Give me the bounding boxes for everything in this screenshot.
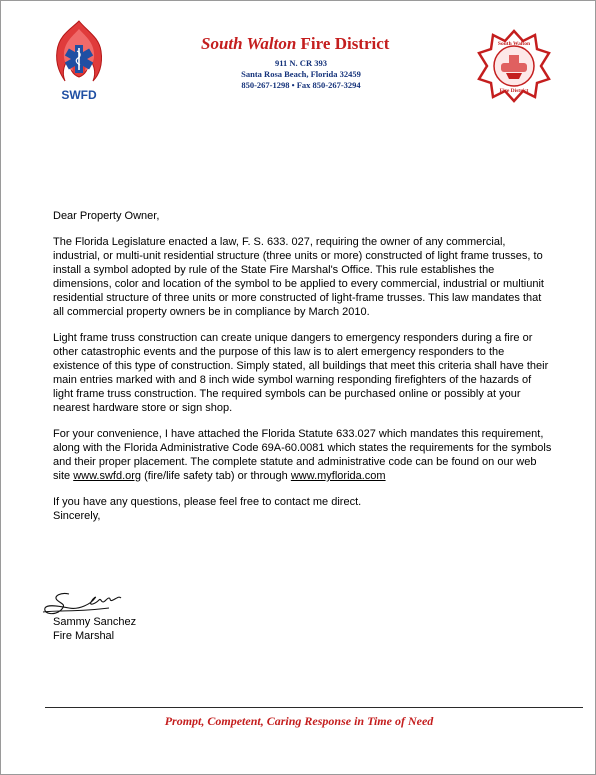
address-line-1: 911 N. CR 393 bbox=[275, 58, 327, 68]
phone-line: 850-267-1298 • Fax 850-267-3294 bbox=[241, 80, 361, 90]
signer-title: Fire Marshal bbox=[53, 630, 115, 642]
resources-text-a: For your convenience, I have attached the Florida Statute 633.027 which mandates this requirement, along with the Florida Administrative Code 69A-60.0081 which states the requirements for the symbols and their proper placement. The complete statute and administrative code can be found on our web site bbox=[53, 428, 552, 482]
salutation: Dear Property Owner, bbox=[53, 210, 160, 222]
footer-tagline: Prompt, Competent, Caring Response in Time of Need bbox=[164, 714, 434, 728]
star-of-life-flame-icon bbox=[51, 19, 107, 105]
swfd-logo-text: SWFD bbox=[61, 88, 97, 102]
sincerely-line: Sincerely, bbox=[53, 510, 101, 522]
swfd-website-link[interactable]: www.swfd.org bbox=[73, 470, 142, 482]
swfd-flame-logo bbox=[51, 19, 107, 105]
district-suffix: Fire District bbox=[296, 34, 390, 53]
paragraph-law: The Florida Legislature enacted a law, F. S. 633. 027, requiring the owner of any commercial, industrial, or multi-unit residential structure (three units or more) constructed of light frame trusses, to install a symbol adopted by rule of the State Fire Marshal's Office. This rule establishes the dimensions, color and location of the symbol to be applied to every commercial, industrial or multiunit residential structure of three units or more constructed of light-frame trusses. This law mandates that all commercial property owners be in compliance by March 2010. bbox=[53, 236, 544, 318]
paragraph-dangers: Light frame truss construction can create unique dangers to emergency responders during a fire or other catastrophic events and the purpose of this law is to alert emergency responders to the existence of this type of construction. Simply stated, all buildings that meet this criteria shall have their main entries marked with and 8 inch wide symbol warning responding firefighters of the hazards of light frame truss construction. The required symbols can be purchased online or possibly at your nearest hardware store or sign shop. bbox=[53, 332, 549, 414]
myflorida-website-link[interactable]: www.myflorida.com bbox=[290, 470, 386, 482]
footer-divider bbox=[45, 707, 583, 708]
address-line-2: Santa Rosa Beach, Florida 32459 bbox=[241, 69, 361, 79]
badge-text-bottom: Fire District bbox=[499, 88, 529, 94]
maltese-cross-fire-helmet-icon bbox=[475, 27, 553, 105]
resources-text-b: (fire/life safety tab) or through bbox=[141, 470, 291, 482]
signer-block bbox=[53, 615, 136, 643]
maltese-cross-badge bbox=[475, 27, 553, 105]
paragraph-resources bbox=[53, 427, 553, 483]
badge-text-top: South Walton bbox=[497, 41, 531, 47]
district-name bbox=[201, 34, 389, 54]
signer-name: Sammy Sanchez bbox=[53, 616, 137, 628]
letter-body bbox=[53, 209, 553, 523]
district-brand: South Walton bbox=[201, 34, 297, 53]
closing-line: If you have any questions, please feel free to contact me direct. bbox=[53, 496, 362, 508]
